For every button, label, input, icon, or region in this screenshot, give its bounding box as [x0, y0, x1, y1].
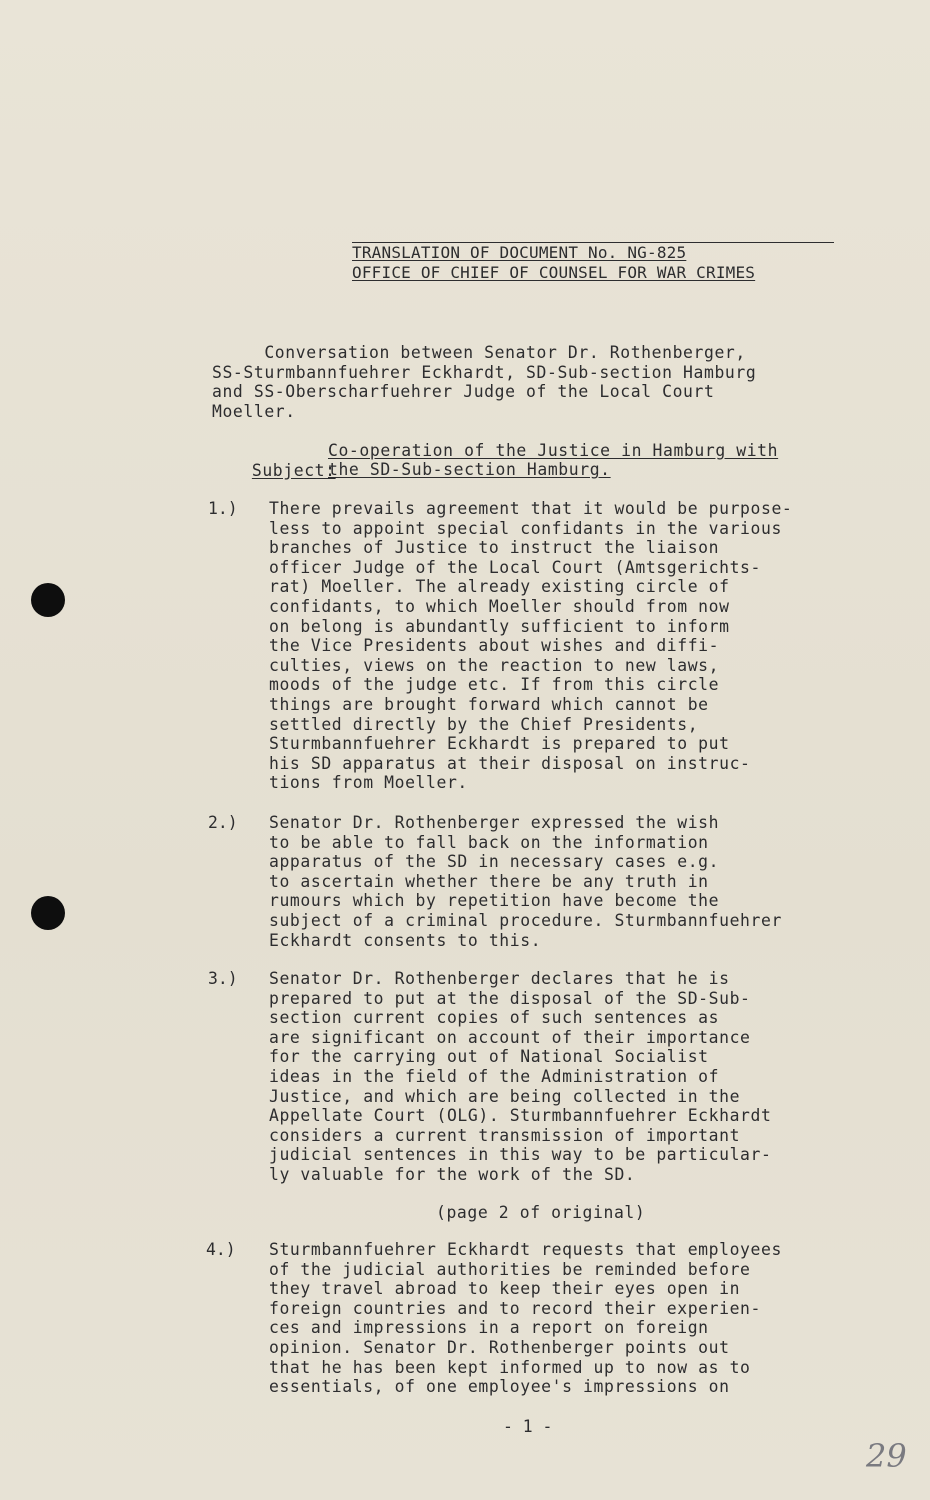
paragraph-line: prepared to put at the disposal of the SD-Sub- [269, 988, 751, 1008]
intro-line: SS-Sturmbannfuehrer Eckhardt, SD-Sub-section Hamburg [212, 362, 757, 382]
paragraph-line: tions from Moeller. [269, 773, 468, 793]
subject-label: Subject: [251, 460, 336, 480]
paragraph-number: 1.) [208, 499, 238, 518]
paragraph-line: are significant on account of their importance [269, 1027, 751, 1047]
punch-hole [31, 896, 65, 930]
subject-text-line-2: the SD-Sub-section Hamburg. [328, 460, 611, 479]
paragraph-line: Justice, and which are being collected in the [269, 1086, 741, 1106]
paragraph-line: rumours which by repetition have become the [269, 891, 720, 911]
paragraph-line: less to appoint special confidants in the various [269, 518, 782, 538]
paragraph-line: opinion. Senator Dr. Rothenberger points out [269, 1337, 730, 1357]
intro-line: Conversation between Senator Dr. Rothenberger, [212, 343, 746, 362]
document-heading [352, 243, 834, 283]
punch-hole [31, 583, 65, 617]
paragraph-line: foreign countries and to record their experien- [269, 1298, 761, 1318]
paragraph-line: ly valuable for the work of the SD. [269, 1164, 636, 1184]
paragraph-line: branches of Justice to instruct the liaison [269, 538, 720, 558]
paragraph-line: apparatus of the SD in necessary cases e.g. [269, 852, 720, 872]
paragraph-line: of the judicial authorities be reminded before [269, 1259, 751, 1279]
paragraph-line: essentials, of one employee's impressions on [269, 1377, 730, 1397]
paragraph-line: There prevails agreement that it would be purpose- [269, 499, 793, 518]
paragraph-number: 3.) [208, 969, 238, 988]
paragraph-line: section current copies of such sentences as [269, 1008, 720, 1028]
heading-line-2: OFFICE OF CHIEF OF COUNSEL FOR WAR CRIMES [352, 263, 756, 282]
paragraph-line: the Vice Presidents about wishes and diffi- [269, 636, 720, 656]
paragraph-line: judicial sentences in this way to be particular- [269, 1145, 772, 1165]
paragraph-line: Eckhardt consents to this. [269, 930, 542, 950]
paragraph-line: subject of a criminal procedure. Sturmbannfuehrer [269, 910, 782, 930]
intro-paragraph [212, 343, 756, 421]
paragraph-4 [269, 1240, 782, 1397]
paragraph-line: his SD apparatus at their disposal on instruc- [269, 753, 751, 773]
paragraph-line: Sturmbannfuehrer Eckhardt requests that employees [269, 1240, 782, 1259]
paragraph-line: officer Judge of the Local Court (Amtsgerichts- [269, 557, 761, 577]
page-number: - 1 - [503, 1417, 553, 1436]
paragraph-line: settled directly by the Chief Presidents, [269, 714, 699, 734]
heading-rule [352, 242, 834, 243]
original-page-reference: (page 2 of original) [436, 1203, 646, 1222]
intro-line: and SS-Oberscharfuehrer Judge of the Local Court [212, 382, 715, 402]
paragraph-3 [269, 969, 771, 1185]
intro-line: Moeller. [212, 401, 296, 421]
paragraph-line: they travel abroad to keep their eyes open in [269, 1279, 741, 1299]
paragraph-line: confidants, to which Moeller should from now [269, 596, 730, 616]
paragraph-line: Senator Dr. Rothenberger expressed the wish [269, 813, 720, 832]
paragraph-1 [269, 499, 792, 793]
paragraph-line: considers a current transmission of important [269, 1125, 741, 1145]
paragraph-line: Appellate Court (OLG). Sturmbannfuehrer Eckhardt [269, 1106, 772, 1126]
paragraph-line: for the carrying out of National Socialist [269, 1047, 709, 1067]
paragraph-line: to be able to fall back on the information [269, 832, 709, 852]
paragraph-line: that he has been kept informed up to now as to [269, 1357, 751, 1377]
paragraph-line: moods of the judge etc. If from this circle [269, 675, 720, 695]
paragraph-line: on belong is abundantly sufficient to inform [269, 616, 730, 636]
paragraph-line: ces and impressions in a report on foreign [269, 1318, 709, 1338]
paragraph-line: to ascertain whether there be any truth in [269, 871, 709, 891]
paragraph-number: 4.) [206, 1240, 236, 1259]
heading-line-1: TRANSLATION OF DOCUMENT No. NG-825 [352, 243, 687, 262]
paragraph-line: culties, views on the reaction to new laws, [269, 655, 720, 675]
paragraph-line: things are brought forward which cannot be [269, 694, 709, 714]
handwritten-folio-number: 29 [866, 1437, 907, 1475]
paragraph-line: rat) Moeller. The already existing circle of [269, 577, 730, 597]
subject-text-line-1: Co-operation of the Justice in Hamburg with [328, 441, 779, 460]
paragraph-line: ideas in the field of the Administration of [269, 1066, 720, 1086]
paragraph-line: Senator Dr. Rothenberger declares that he is [269, 969, 730, 988]
paragraph-line: Sturmbannfuehrer Eckhardt is prepared to put [269, 734, 730, 754]
paragraph-2 [269, 813, 782, 950]
paragraph-number: 2.) [208, 813, 238, 832]
